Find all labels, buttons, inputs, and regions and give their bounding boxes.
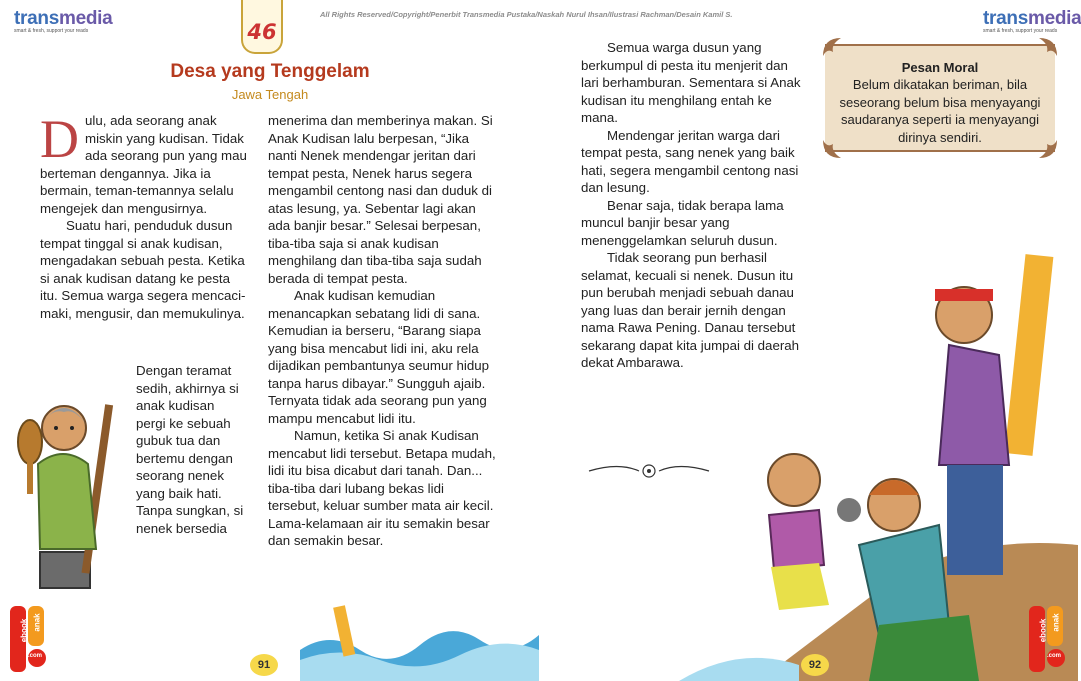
- page-number-right: 92: [801, 654, 829, 676]
- man-shirt-shape: [939, 345, 1009, 465]
- dropcap: D: [40, 109, 79, 169]
- paragraph-8: Mendengar jeritan warga dari tempat pesta, sang nenek yang baik hati, segera mengambil centong nasi dan lesung.: [581, 127, 799, 195]
- badge-right-text-b: anak: [1051, 613, 1061, 632]
- moral-text: Belum dikatakan beriman, bila seseorang belum bisa menyayangi saudaranya seperti ia menyayangi dirinya sendiri.: [839, 77, 1041, 145]
- paragraph-7: Semua warga dusun yang berkumpul di pesta itu menjerit dan lari berhamburan. Sementara si Anak kudisan itu menghilang entah ke mana.: [581, 40, 801, 125]
- copyright-notice: All Rights Reserved/Copyright/Penerbit Transmedia Pustaka/Naskah Nurul Ihsan/Ilustrasi Rachman/Desain Kamil S.: [320, 10, 733, 19]
- page-number-left: 91: [250, 654, 278, 676]
- dress-shape: [38, 454, 96, 549]
- water-edge-shape: [679, 658, 799, 681]
- paragraph-2: Suatu hari, penduduk dusun tempat tinggal si anak kudisan, mengadakan sebuah pesta. Ketika si anak kudisan datang ke pesta itu. Semua warga segera mencaci-maki, mengusir, dan memukulinya.: [40, 218, 246, 321]
- paragraph-1-text: ulu, ada seorang anak miskin yang kudisan. Tidak ada seorang pun yang mau berteman dengannya. Jika ia bermain, teman-temannya selalu mengejek dan mengusirnya.: [40, 113, 247, 216]
- villager-sarong-shape: [869, 615, 979, 681]
- logo-right-tagline: smart & fresh, support your reads: [983, 28, 1058, 34]
- paragraph-6: Namun, ketika Si anak Kudisan mencabut lidi tersebut. Betapa mudah, lidi itu bisa dicabut dari tanah. Dan... tiba-tiba dari lubang bekas lidi tersebut, keluar sumber mata air kecil. Lama-kelamaan air itu semakin besar dan semakin besar.: [268, 428, 496, 548]
- paragraph-3: Dengan teramat sedih, akhirnya si anak kudisan pergi ke sebuah gubuk tua dan bertemu dengan seorang nenek yang baik hati. Tanpa sungkan, si nenek bersedia: [136, 363, 244, 536]
- logo-part-b: media: [58, 8, 113, 29]
- ebookanak-badge-right: [1029, 606, 1065, 672]
- text-column-1-continued: [136, 362, 246, 537]
- paragraph-4: menerima dan memberinya makan. Si Anak Kudisan lalu berpesan, “Jika nanti Nenek mendengar jeritan dari tempat pesta, Nenek harus segera mengambil centong nasi dan duduk di atas lesung, ya. Sebentar lagi akan ada banjir besar.” Selesai berpesan, tiba-tiba saja si anak kudisan menghilang dan tiba-tiba saja sudah berada di tempat pesta.: [268, 113, 493, 286]
- right-page: [539, 0, 1081, 681]
- villager-cap-shape: [869, 480, 919, 495]
- moral-content: [837, 60, 1043, 146]
- badge-right-text-a: ebook: [1038, 618, 1048, 643]
- flood-water-illustration: [300, 600, 539, 681]
- badge-text-c: .com: [28, 653, 43, 659]
- paragraph-9: Benar saja, tidak berapa lama muncul banjir besar yang menenggelamkan seluruh dusun.: [581, 197, 784, 248]
- paragraph-10: Tidak seorang pun berhasil selamat, kecuali si nenek. Dusun itu pun berubah menjadi sebuah danau yang luas dan berair jernih dengan nama Rawa Pening. Danau tersebut sekarang dapat kita jumpai di daerah dekat Ambarawa.: [581, 250, 800, 370]
- spoon-handle: [27, 454, 33, 494]
- ornament-corner-icon: [819, 34, 845, 60]
- boy-head-shape: [768, 454, 820, 506]
- stone-shape: [837, 498, 861, 522]
- publisher-logo: [14, 8, 112, 34]
- eye-right: [70, 426, 74, 430]
- badge-text-a: ebook: [19, 618, 29, 643]
- badge-right-text-c: .com: [1047, 653, 1062, 659]
- text-column-2: [268, 112, 498, 550]
- boy-shirt-shape: [769, 510, 824, 570]
- text-column-1: [40, 109, 250, 322]
- logo-part-a: trans: [14, 8, 59, 29]
- paragraph-5: Anak kudisan kemudian menancapkan sebatang lidi di sana. Kemudian ia berseru, “Barang siapa yang bisa mencabut lidi ini, aku rela dijadikan pembantunya seumur hidup tanpa harus dibayar.” Sungguh ajaib. Ternyata tidak ada seorang pun yang mampu mencabut lidi itu.: [268, 288, 490, 426]
- grandmother-illustration: [8, 384, 128, 594]
- face-shape: [42, 406, 86, 450]
- paragraph-1: [40, 109, 250, 217]
- story-region: Jawa Tengah: [231, 87, 309, 102]
- logo-right-part-a: trans: [983, 8, 1028, 29]
- eye-left: [54, 426, 58, 430]
- moral-title: Pesan Moral: [901, 60, 979, 75]
- story-number: 46: [241, 0, 283, 54]
- ebookanak-badge-left: [10, 606, 46, 672]
- man-headband-shape: [935, 289, 993, 301]
- moral-box: [825, 44, 1055, 152]
- banner-pole-shape: [1005, 254, 1054, 456]
- man-pants-shape: [947, 465, 1003, 575]
- publisher-logo-right: [983, 8, 1081, 34]
- story-title: Desa yang Tenggelam: [170, 61, 370, 82]
- logo-tagline: smart & fresh, support your reads: [14, 28, 89, 34]
- villagers-illustration: [679, 245, 1078, 681]
- logo-right-part-b: media: [1027, 8, 1081, 29]
- boy-shorts-shape: [771, 563, 829, 610]
- badge-text-b: anak: [32, 613, 42, 632]
- ornament-corner-icon: [1035, 34, 1061, 60]
